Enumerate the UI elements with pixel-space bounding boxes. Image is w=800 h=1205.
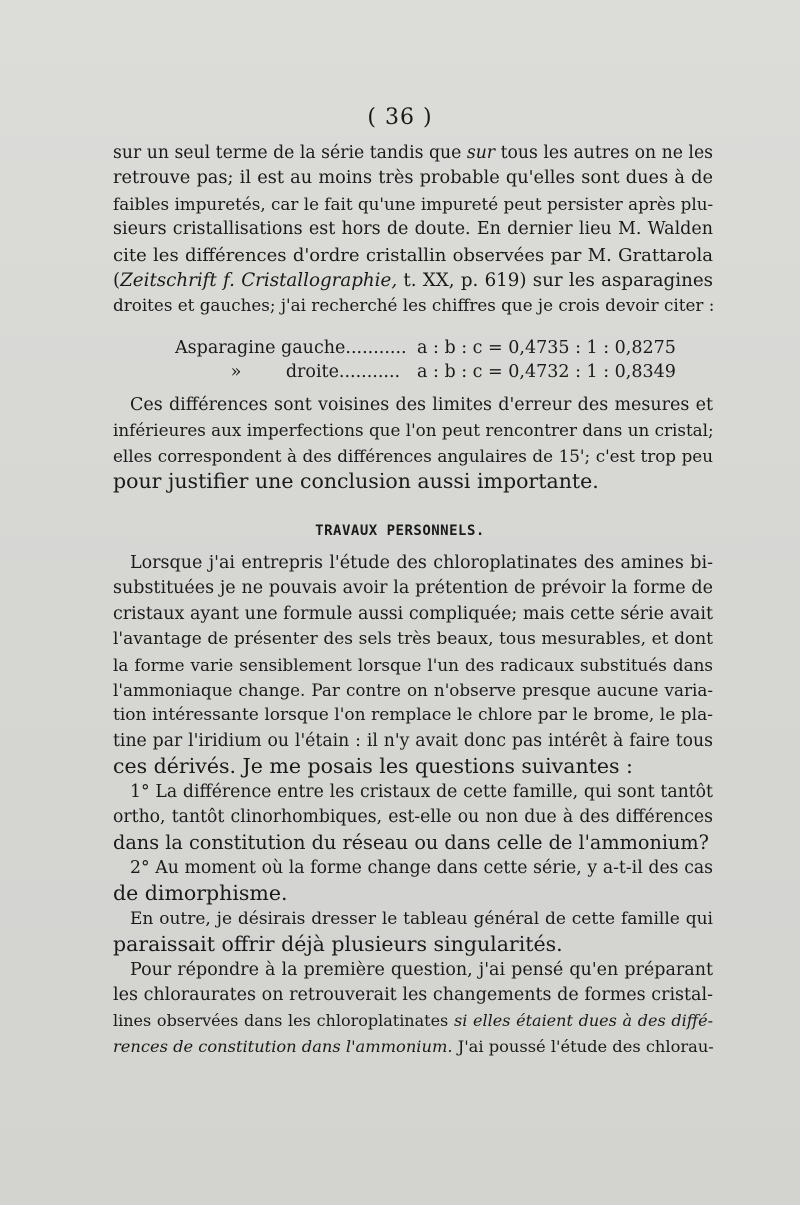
text-line: retrouve pas; il est au moins très probable qu'elles sont dues à de [113,168,713,189]
text-line: inférieures aux imperfections que l'on peut rencontrer dans un cristal; [113,420,714,441]
conclusion-paragraph [113,393,713,495]
text-line: tion intéressante lorsque l'on remplace le chlore par le brome, le pla- [113,705,713,726]
text-line: l'ammoniaque change. Par contre on n'observe presque aucune varia- [113,680,713,701]
text-line: droites et gauches; j'ai recherché les chiffres que je crois devoir citer : [113,295,715,316]
text-line: tine par l'iridium ou l'étain : il n'y avait donc pas intérêt à faire tous [113,730,713,751]
text-line: En outre, je désirais dresser le tableau général de cette famille qui [130,908,713,929]
measurement-ratio: a : b : c = 0,4732 : 1 : 0,8349 [417,362,676,382]
text-line: 1° La différence entre les cristaux de cette famille, qui sont tantôt [130,781,713,802]
text-line: les chloraurates on retrouverait les changements de formes cristal- [113,984,713,1005]
text-line: Lorsque j'ai entrepris l'étude des chloroplatinates des amines bi- [130,553,713,573]
text-run: lines observées dans les chloroplatinates [113,1011,454,1031]
text-run: tous les autres on ne les [495,143,714,163]
text-run: ( [113,270,121,292]
text-line [113,1008,713,1033]
text-line: Ces différences sont voisines des limites d'erreur des mesures et [130,395,713,415]
measurement-table [175,336,715,384]
measurement-row [175,360,715,384]
measurement-ratio: a : b : c = 0,4735 : 1 : 0,8275 [417,338,676,358]
text-line: la forme varie sensiblement lorsque l'un des radicaux substitués dans [113,654,713,675]
text-line: l'avantage de présenter des sels très beaux, tous mesurables, et dont [113,629,713,650]
text-line: cite les différences d'ordre cristallin observées par M. Grattarola [113,244,713,266]
text-line: substituées je ne pouvais avoir la prétention de prévoir la forme de [113,578,713,599]
text-line [113,1034,713,1059]
italic-run: rences de constitution dans l'ammonium. [113,1036,453,1056]
text-line [113,268,713,293]
section-heading: TRAVAUX PERSONNELS. [315,523,485,539]
text-line [113,141,713,166]
text-line: cristaux ayant une formule aussi compliquée; mais cette série avait [113,603,713,624]
italic-run: sur [466,143,496,163]
text-line: paraissait offrir déjà plusieurs singularités. [113,932,563,957]
text-line: 2° Au moment où la forme change dans cette série, y a-t-il des cas [130,857,713,878]
text-line: dans la constitution du réseau ou dans celle de l'ammonium? [113,831,709,855]
measurement-row [175,336,715,360]
text-line: sieurs cristallisations est hors de doute. En dernier lieu M. Walden [113,219,713,240]
text-line: Pour répondre à la première question, j'ai pensé qu'en préparant [130,959,713,980]
text-run: J'ai poussé l'étude des chlorau- [452,1036,714,1056]
text-line: ortho, tantôt clinorhombiques, est-elle ou non due à des différences [113,807,713,828]
intro-paragraph [113,141,713,319]
text-run: sur un seul terme de la série tandis que [113,143,467,163]
italic-run: Zeitschrift f. Cristallographie, [120,270,398,292]
text-line: ces dérivés. Je me posais les questions suivantes : [113,754,633,779]
body-text [113,551,713,1059]
page-number: ( 36 ) [367,105,433,130]
text-line: faibles impuretés, car le fait qu'une impureté peut persister après plu- [113,193,714,214]
text-run: t. XX, p. 619) sur les asparagines [397,270,713,292]
text-line: de dimorphisme. [113,881,288,906]
text-line: pour justifier une conclusion aussi importante. [113,469,599,494]
measurement-label: » droite........... [175,362,401,382]
text-line: elles correspondent à des différences angulaires de 15'; c'est trop peu [113,445,713,466]
italic-run: si elles étaient dues à des diffé- [453,1011,714,1031]
measurement-label: Asparagine gauche........... [175,338,407,358]
